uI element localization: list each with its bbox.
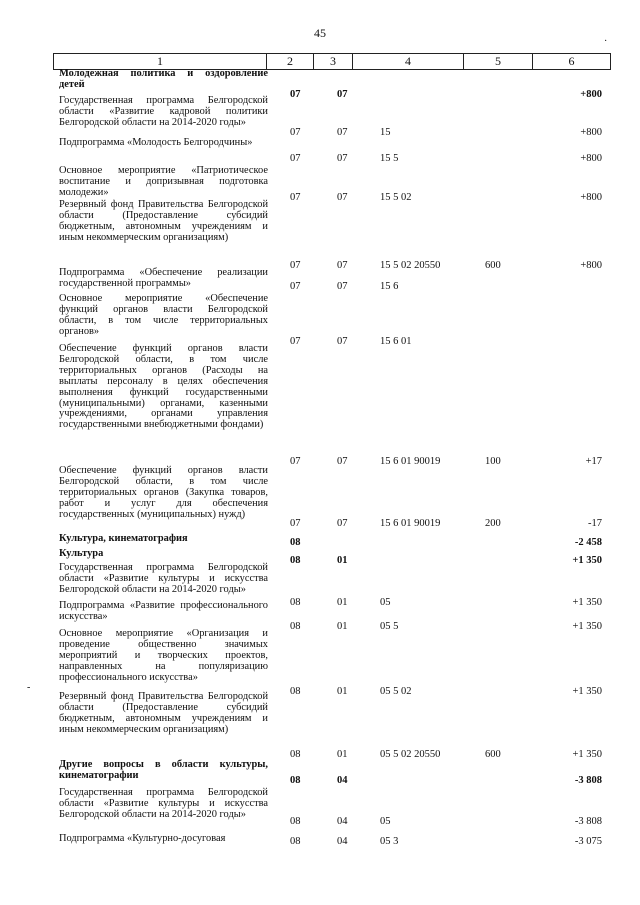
- row-expense-type: 600: [485, 260, 501, 271]
- row-name: Обеспечение функций органов власти Белгородской области, в том числе территориальных органов (Расходы на выплаты персоналу в целях обеспечения выполнения функций государственными (муниципальными) органами, казенными учреждениями, органами управления государственными внебюджетными фондами): [59, 343, 268, 431]
- row-target-article: 15 6: [380, 281, 399, 292]
- row-name: Культура: [59, 548, 104, 559]
- row-name: Государственная программа Белгородской области «Развитие культуры и искусства Белгородской области на 2014-2020 годы»: [59, 562, 268, 595]
- row-target-article: 05: [380, 597, 391, 608]
- row-section: 07: [290, 153, 301, 164]
- row-subsection: 07: [337, 153, 348, 164]
- row-section: 08: [290, 621, 301, 632]
- row-expense-type: 100: [485, 456, 501, 467]
- margin-mark: -: [27, 682, 31, 693]
- row-section: 07: [290, 127, 301, 138]
- row-amount: +1 350: [572, 597, 602, 608]
- row-subsection: 07: [337, 281, 348, 292]
- row-amount: -3 808: [574, 775, 602, 786]
- row-section: 07: [290, 456, 301, 467]
- row-section: 08: [290, 555, 301, 566]
- row-subsection: 07: [337, 192, 348, 203]
- row-name: Основное мероприятие «Организация и проведение общественно значимых мероприятий и творческих проектов, направленных на популяризацию профессионального искусства»: [59, 628, 268, 683]
- row-target-article: 15: [380, 127, 391, 138]
- row-name: Основное мероприятие «Обеспечение функций органов власти Белгородской области, в том числе территориальных органов»: [59, 293, 268, 337]
- page-number: 45: [314, 26, 326, 40]
- row-section: 07: [290, 336, 301, 347]
- row-subsection: 04: [337, 816, 348, 827]
- row-section: 08: [290, 775, 301, 786]
- row-name: Подпрограмма «Обеспечение реализации государственной программы»: [59, 267, 268, 289]
- row-amount: -3 075: [574, 836, 602, 847]
- row-name: Молодежная политика и оздоровление детей: [59, 68, 268, 90]
- row-subsection: 07: [337, 456, 348, 467]
- row-section: 08: [290, 597, 301, 608]
- row-name: Обеспечение функций органов власти Белгородской области, в том числе территориальных органов (Закупка товаров, работ и услуг для обеспечения государственных (муниципальных) нужд): [59, 465, 268, 520]
- page-mark: ·: [604, 36, 608, 47]
- row-section: 07: [290, 89, 301, 100]
- row-section: 07: [290, 260, 301, 271]
- row-name: Государственная программа Белгородской области «Развитие культуры и искусства Белгородской области на 2014-2020 годы»: [59, 787, 268, 820]
- row-amount: +1 350: [572, 749, 602, 760]
- row-amount: +1 350: [572, 686, 602, 697]
- row-target-article: 05: [380, 816, 391, 827]
- row-amount: -2 458: [574, 537, 602, 548]
- row-amount: +800: [580, 153, 602, 164]
- row-amount: +1 350: [572, 555, 602, 566]
- row-name: Подпрограмма «Молодость Белгородчины»: [59, 137, 253, 148]
- row-target-article: 15 6 01: [380, 336, 412, 347]
- row-subsection: 07: [337, 127, 348, 138]
- header-col-4: 4: [353, 54, 464, 70]
- row-section: 08: [290, 686, 301, 697]
- row-name: Культура, кинематография: [59, 533, 188, 544]
- row-section: 07: [290, 518, 301, 529]
- row-section: 08: [290, 836, 301, 847]
- row-amount: +1 350: [572, 621, 602, 632]
- row-name: Подпрограмма «Культурно-досуговая: [59, 833, 226, 844]
- row-target-article: 05 3: [380, 836, 399, 847]
- row-subsection: 07: [337, 336, 348, 347]
- row-subsection: 01: [337, 621, 348, 632]
- row-section: 07: [290, 192, 301, 203]
- row-name: Подпрограмма «Развитие профессионального искусства»: [59, 600, 268, 622]
- row-name: Резервный фонд Правительства Белгородской области (Предоставление субсидий бюджетным, автономным учреждениям и иным некоммерческим организациям): [59, 199, 268, 243]
- row-name: Государственная программа Белгородской области «Развитие кадровой политики Белгородской области на 2014-2020 годы»: [59, 95, 268, 128]
- row-subsection: 07: [337, 260, 348, 271]
- row-amount: +800: [580, 192, 602, 203]
- row-section: 08: [290, 749, 301, 760]
- row-expense-type: 600: [485, 749, 501, 760]
- row-subsection: 07: [337, 89, 348, 100]
- row-target-article: 05 5 02: [380, 686, 412, 697]
- row-amount: -3 808: [574, 816, 602, 827]
- row-subsection: 07: [337, 518, 348, 529]
- row-target-article: 15 5: [380, 153, 399, 164]
- header-col-3: 3: [314, 54, 353, 70]
- header-col-1: 1: [54, 54, 267, 70]
- row-amount: +800: [580, 127, 602, 138]
- row-subsection: 01: [337, 555, 348, 566]
- header-col-2: 2: [267, 54, 314, 70]
- row-name: Резервный фонд Правительства Белгородской области (Предоставление субсидий бюджетным, автономным учреждениям и иным некоммерческим организациям): [59, 691, 268, 735]
- row-amount: +800: [580, 260, 602, 271]
- row-section: 08: [290, 816, 301, 827]
- row-expense-type: 200: [485, 518, 501, 529]
- row-subsection: 01: [337, 749, 348, 760]
- row-target-article: 15 5 02: [380, 192, 412, 203]
- row-amount: -17: [588, 518, 602, 529]
- header-col-6: 6: [533, 54, 611, 70]
- row-target-article: 15 5 02 20550: [380, 260, 441, 271]
- row-name: Другие вопросы в области культуры, кинематографии: [59, 759, 268, 781]
- row-subsection: 04: [337, 775, 348, 786]
- row-section: 07: [290, 281, 301, 292]
- row-amount: +800: [580, 89, 602, 100]
- row-name: Основное мероприятие «Патриотическое воспитание и допризывная подготовка молодежи»: [59, 165, 268, 198]
- row-section: 08: [290, 537, 301, 548]
- row-target-article: 05 5 02 20550: [380, 749, 441, 760]
- row-target-article: 15 6 01 90019: [380, 518, 441, 529]
- row-subsection: 04: [337, 836, 348, 847]
- row-subsection: 01: [337, 686, 348, 697]
- header-col-5: 5: [464, 54, 533, 70]
- row-subsection: 01: [337, 597, 348, 608]
- row-amount: +17: [585, 456, 602, 467]
- row-target-article: 05 5: [380, 621, 399, 632]
- row-target-article: 15 6 01 90019: [380, 456, 441, 467]
